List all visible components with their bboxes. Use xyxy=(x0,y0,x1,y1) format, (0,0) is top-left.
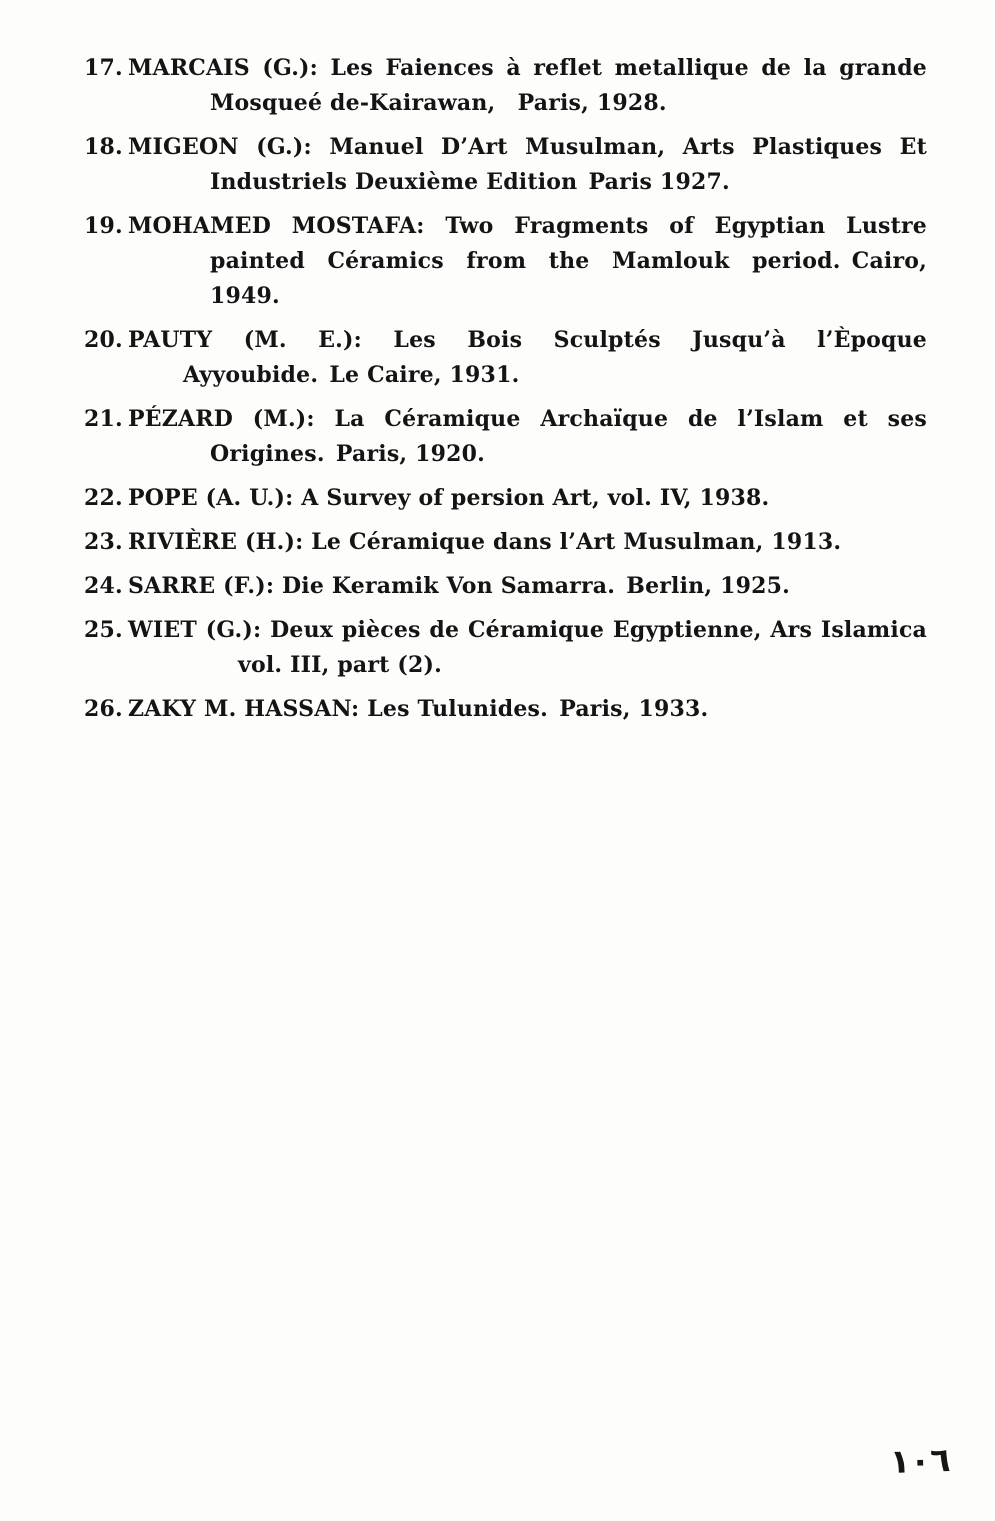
entry-number: 22. xyxy=(84,485,123,511)
entry-text xyxy=(128,402,927,472)
bibliography-entry xyxy=(84,525,927,560)
bibliography-entry xyxy=(84,692,927,727)
entry-line: painted Céramics from the Mamlouk period. Cairo, 1949. xyxy=(210,248,927,309)
entry-text xyxy=(128,323,927,393)
page-number: ١٠٦ xyxy=(889,1439,952,1482)
bibliography-entry xyxy=(84,613,927,683)
entry-line: SARRE (F.): Die Keramik Von Samarra. Berlin, 1925. xyxy=(128,573,790,599)
bibliography-entry xyxy=(84,51,927,121)
entry-line: MARCAIS (G.): Les Faiences à reflet metallique de la grande xyxy=(128,55,927,81)
entry-text xyxy=(128,209,927,314)
entry-text xyxy=(128,481,927,516)
entry-text xyxy=(128,130,927,200)
bibliography-entry xyxy=(84,481,927,516)
entry-text xyxy=(128,51,927,121)
entry-text xyxy=(128,692,927,727)
entry-text xyxy=(128,525,927,560)
bibliography-entry xyxy=(84,209,927,314)
entry-text xyxy=(128,569,927,604)
bibliography-entry xyxy=(84,323,927,393)
entry-number: 17. xyxy=(84,55,123,81)
entry-line: ZAKY M. HASSAN: Les Tulunides. Paris, 1933. xyxy=(128,696,709,722)
entry-number: 23. xyxy=(84,529,123,555)
bibliography-entry xyxy=(84,130,927,200)
bibliography-entry xyxy=(84,402,927,472)
entry-number: 26. xyxy=(84,696,123,722)
bibliography-entry xyxy=(84,569,927,604)
entry-number: 19. xyxy=(84,213,123,239)
entry-line: MIGEON (G.): Manuel D’Art Musulman, Arts Plastiques Et xyxy=(128,134,927,160)
entry-number: 25. xyxy=(84,617,123,643)
bibliography-list xyxy=(84,51,927,736)
entry-number: 24. xyxy=(84,573,123,599)
entry-line: RIVIÈRE (H.): Le Céramique dans l’Art Musulman, 1913. xyxy=(128,529,842,555)
entry-line: MOHAMED MOSTAFA: Two Fragments of Egyptian Lustre xyxy=(128,213,927,239)
entry-number: 21. xyxy=(84,406,123,432)
entry-line: POPE (A. U.): A Survey of persion Art, vol. IV, 1938. xyxy=(128,485,770,511)
entry-line: Industriels Deuxième Edition Paris 1927. xyxy=(210,169,730,195)
entry-line: Origines. Paris, 1920. xyxy=(210,441,486,467)
entry-number: 20. xyxy=(84,327,123,353)
entry-line: vol. III, part (2). xyxy=(238,652,442,678)
entry-line: PAUTY (M. E.): Les Bois Sculptés Jusqu’à l’Èpoque xyxy=(128,327,927,353)
entry-line: Ayyoubide. Le Caire, 1931. xyxy=(183,362,520,388)
entry-line: PÉZARD (M.): La Céramique Archaïque de l’Islam et ses xyxy=(128,406,927,432)
entry-line: WIET (G.): Deux pièces de Céramique Egyptienne, Ars Islamica xyxy=(128,617,927,643)
entry-line: Mosqueé de-Kairawan, Paris, 1928. xyxy=(210,90,667,116)
entry-number: 18. xyxy=(84,134,123,160)
entry-text xyxy=(128,613,927,683)
